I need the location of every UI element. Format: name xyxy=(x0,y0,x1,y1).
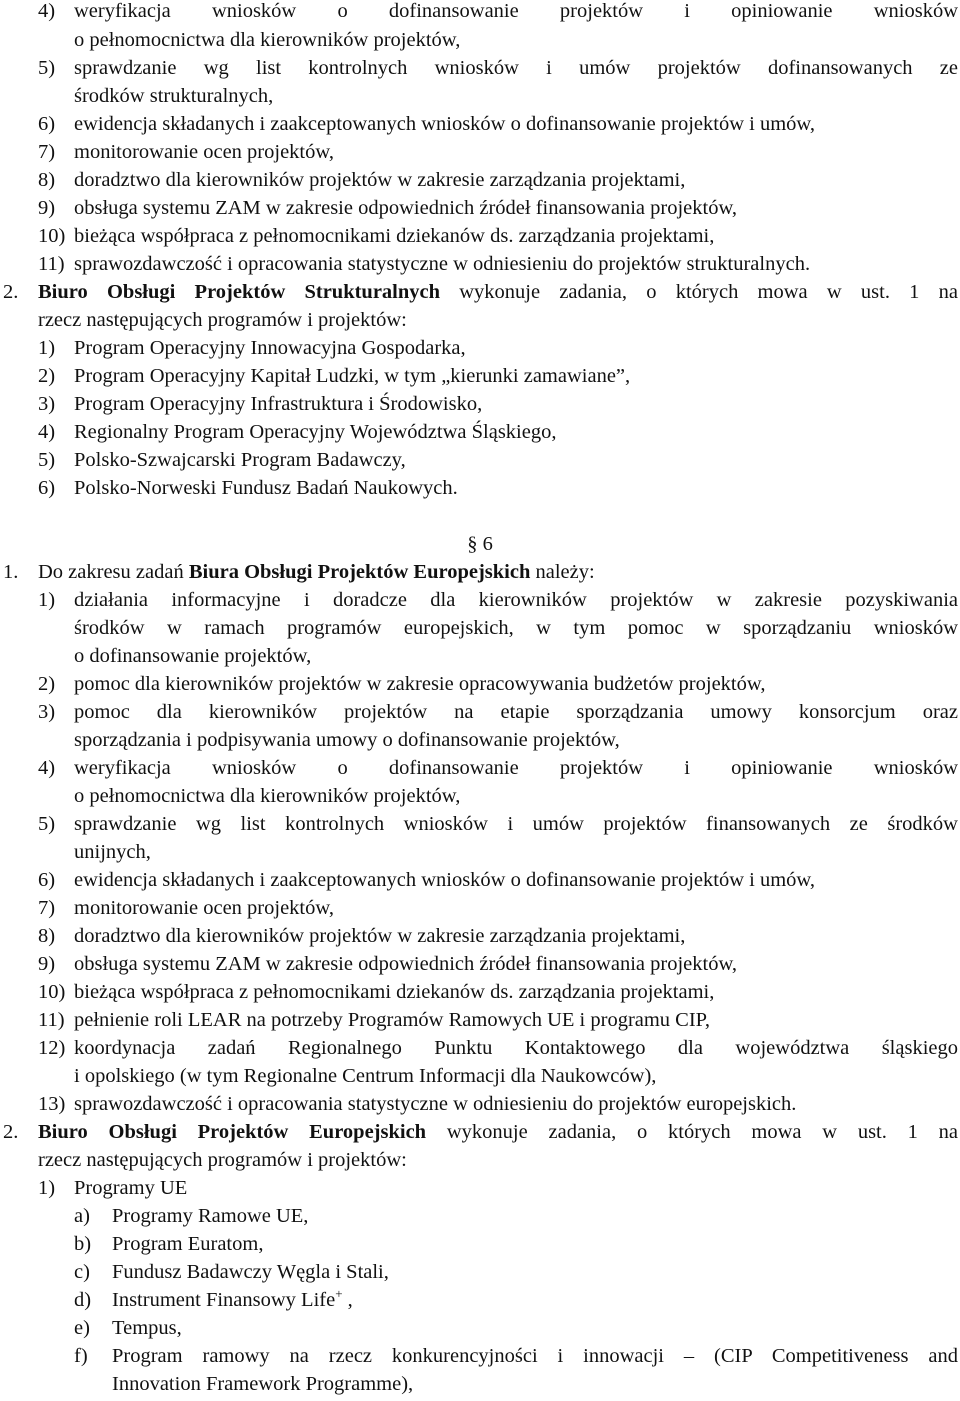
program-item: c) Fundusz Badawczy Węgla i Stali, xyxy=(74,1261,389,1283)
list-item: 8) doradztwo dla kierowników projektów w zakresie zarządzania projektami, xyxy=(38,169,686,191)
list-item: 4) weryfikacja wniosków o dofinansowanie projektów i opiniowanie wniosków xyxy=(38,757,958,779)
list-item: 7) monitorowanie ocen projektów, xyxy=(38,897,334,919)
list-item-continuation: o dofinansowanie projektów, xyxy=(74,645,312,667)
list-item: 6) ewidencja składanych i zaakceptowanych wniosków o dofinansowanie projektów i umów, xyxy=(38,113,816,135)
program-item: 2) Program Operacyjny Kapitał Ludzki, w tym „kierunki zamawiane”, xyxy=(38,365,631,387)
list-item-continuation: sporządzania i podpisywania umowy o dofinansowanie projektów, xyxy=(74,729,620,751)
program-item: a) Programy Ramowe UE, xyxy=(74,1205,309,1227)
list-item: 13) sprawozdawczość i opracowania statystyczne w odniesieniu do projektów europejskich. xyxy=(38,1093,797,1115)
list-item: 5) sprawdzanie wg list kontrolnych wniosków i umów projektów finansowanych ze środków xyxy=(38,813,958,835)
list-item: 8) doradztwo dla kierowników projektów w zakresie zarządzania projektami, xyxy=(38,925,686,947)
paragraph-2: 2. Biuro Obsługi Projektów Strukturalnych wykonuje zadania, o których mowa w ust. 1 na xyxy=(3,281,958,303)
program-item-continuation: Innovation Framework Programme), xyxy=(112,1373,414,1395)
list-item-continuation: środków w ramach programów europejskich, w tym pomoc w sporządzaniu wniosków xyxy=(74,617,958,639)
paragraph-continuation: rzecz następujących programów i projektów: xyxy=(38,309,407,331)
list-item: 5) sprawdzanie wg list kontrolnych wniosków i umów projektów dofinansowanych ze xyxy=(38,57,958,79)
list-item: 3) pomoc dla kierowników projektów na etapie sporządzania umowy konsorcjum oraz xyxy=(38,701,958,723)
list-item: 6) ewidencja składanych i zaakceptowanych wniosków o dofinansowanie projektów i umów, xyxy=(38,869,816,891)
list-item: 11) sprawozdawczość i opracowania statystyczne w odniesieniu do projektów strukturalnych. xyxy=(38,253,811,275)
program-item: 6) Polsko-Norweski Fundusz Badań Naukowych. xyxy=(38,477,458,499)
list-item: 11) pełnienie roli LEAR na potrzeby Programów Ramowych UE i programu CIP, xyxy=(38,1009,710,1031)
program-item: e) Tempus, xyxy=(74,1317,182,1339)
program-item: 4) Regionalny Program Operacyjny Województwa Śląskiego, xyxy=(38,421,557,443)
list-item-continuation: o pełnomocnictwa dla kierowników projektów, xyxy=(74,29,461,51)
list-item-continuation: i opolskiego (w tym Regionalne Centrum Informacji dla Naukowców), xyxy=(74,1065,657,1087)
paragraph-2: 2. Biuro Obsługi Projektów Europejskich wykonuje zadania, o których mowa w ust. 1 na xyxy=(3,1121,959,1143)
list-item: 10) bieżąca współpraca z pełnomocnikami dziekanów ds. zarządzania projektami, xyxy=(38,981,715,1003)
section-heading: § 6 xyxy=(467,533,493,555)
program-item: 5) Polsko-Szwajcarski Program Badawczy, xyxy=(38,449,406,471)
list-item: 2) pomoc dla kierowników projektów w zakresie opracowywania budżetów projektów, xyxy=(38,673,766,695)
list-item: 9) obsługa systemu ZAM w zakresie odpowiednich źródeł finansowania projektów, xyxy=(38,197,738,219)
program-group: 1) Programy UE xyxy=(38,1177,188,1199)
list-item-continuation: środków strukturalnych, xyxy=(74,85,274,107)
paragraph-continuation: rzecz następujących programów i projektów: xyxy=(38,1149,407,1171)
list-item-continuation: unijnych, xyxy=(74,841,151,863)
list-item: 9) obsługa systemu ZAM w zakresie odpowiednich źródeł finansowania projektów, xyxy=(38,953,738,975)
program-item: b) Program Euratom, xyxy=(74,1233,264,1255)
program-item: f) Program ramowy na rzecz konkurencyjności i innowacji – (CIP Competitiveness and xyxy=(74,1345,958,1367)
program-item: 3) Program Operacyjny Infrastruktura i Środowisko, xyxy=(38,393,483,415)
program-item: d) Instrument Finansowy Life+ , xyxy=(74,1286,353,1311)
program-item: 1) Program Operacyjny Innowacyjna Gospodarka, xyxy=(38,337,466,359)
list-item: 4) weryfikacja wniosków o dofinansowanie projektów i opiniowanie wniosków xyxy=(38,0,958,22)
list-item-continuation: o pełnomocnictwa dla kierowników projektów, xyxy=(74,785,461,807)
list-item: 7) monitorowanie ocen projektów, xyxy=(38,141,334,163)
paragraph-1: 1. Do zakresu zadań Biura Obsługi Projektów Europejskich należy: xyxy=(3,561,595,583)
list-item: 1) działania informacyjne i doradcze dla kierowników projektów w zakresie pozyskiwania xyxy=(38,589,958,611)
list-item: 10) bieżąca współpraca z pełnomocnikami dziekanów ds. zarządzania projektami, xyxy=(38,225,715,247)
list-item: 12) koordynacja zadań Regionalnego Punktu Kontaktowego dla województwa śląskiego xyxy=(38,1037,958,1059)
